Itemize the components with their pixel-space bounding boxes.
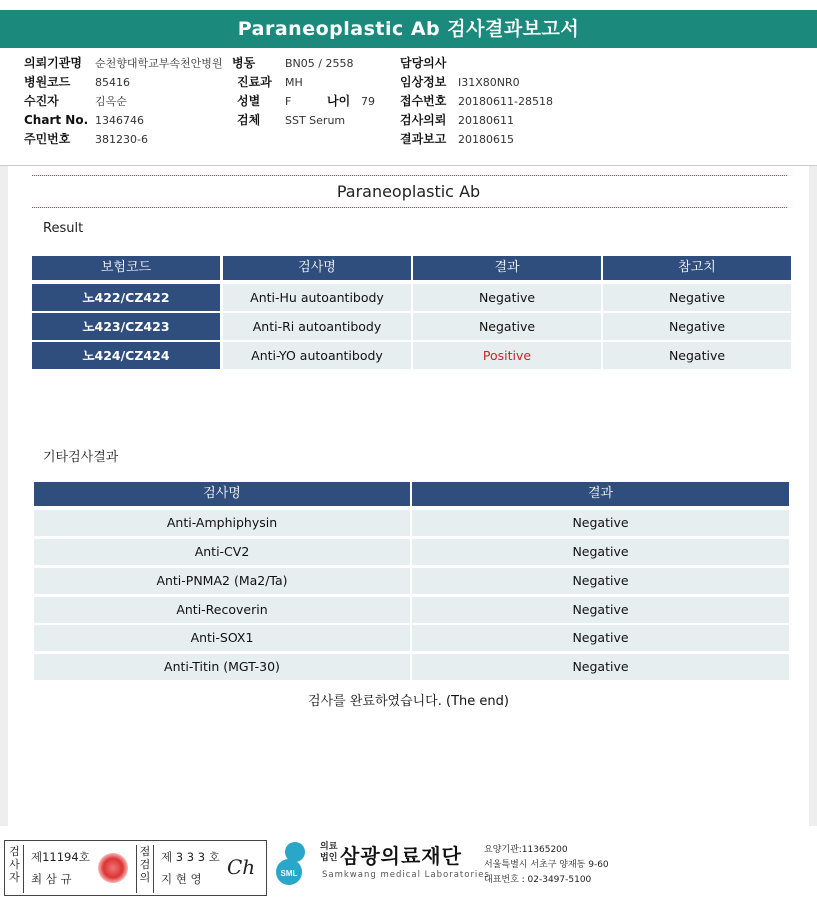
lab-phone: 대표번호 : 02-3497-5100 xyxy=(484,875,592,885)
ward-label: 병동 xyxy=(232,56,256,70)
report-value: 20180615 xyxy=(458,133,514,146)
lab-name: 삼광의료재단 xyxy=(340,844,462,868)
result-row-name: Anti-Ri autoantibody xyxy=(223,313,411,340)
signature-box xyxy=(4,840,267,896)
result-row-code: 노424/CZ424 xyxy=(32,342,220,369)
result-row-result: Negative xyxy=(413,284,601,311)
other-row-name: Anti-Amphiphysin xyxy=(34,510,410,536)
patient-label: 수진자 xyxy=(24,94,59,108)
specimen-label: 검체 xyxy=(237,113,261,127)
other-results-label: 기타검사결과 xyxy=(43,450,119,465)
patient-info xyxy=(0,52,817,166)
other-row-name: Anti-SOX1 xyxy=(34,625,410,651)
end-note: 검사를 완료하였습니다. (The end) xyxy=(308,694,509,709)
other-row-result: Negative xyxy=(412,539,789,565)
result-label: Result xyxy=(43,221,84,236)
specimen-value: SST Serum xyxy=(285,114,346,127)
reviewer-number: 제 3 3 3 호 xyxy=(161,850,220,864)
clinical-value: I31X80NR0 xyxy=(458,76,520,89)
result-row-code: 노423/CZ423 xyxy=(32,313,220,340)
result-header-result: 결과 xyxy=(413,256,601,280)
other-row-name: Anti-Recoverin xyxy=(34,597,410,623)
result-row-code: 노422/CZ422 xyxy=(32,284,220,311)
dept-value: MH xyxy=(285,76,303,89)
signature: Ch xyxy=(227,855,256,879)
hospital-code-label: 병원코드 xyxy=(24,75,71,89)
seal-stamp xyxy=(98,853,128,883)
sml-logo-icon xyxy=(274,840,314,888)
result-row-result-positive: Positive xyxy=(413,342,601,369)
id-value: 381230-6 xyxy=(95,133,148,146)
report-label: 결과보고 xyxy=(400,132,447,146)
patient-value: 김옥순 xyxy=(95,95,127,108)
age-value: 79 xyxy=(361,95,375,108)
other-row-result: Negative xyxy=(412,568,789,594)
result-row-name: Anti-YO autoantibody xyxy=(223,342,411,369)
footer xyxy=(0,836,817,904)
examiner-name: 최 삼 규 xyxy=(31,872,72,886)
examiner-label: 검사자 xyxy=(6,845,24,893)
sex-value: F xyxy=(285,95,292,108)
sex-label: 성별 xyxy=(237,94,261,108)
result-row-name: Anti-Hu autoantibody xyxy=(223,284,411,311)
result-header-code: 보험코드 xyxy=(32,256,220,280)
dept-label: 진료과 xyxy=(237,75,272,89)
other-header-name: 검사명 xyxy=(34,482,410,506)
other-row-result: Negative xyxy=(412,654,789,680)
clinical-label: 임상정보 xyxy=(400,75,447,89)
section-title: Paraneoplastic Ab xyxy=(336,182,481,201)
institution-label: 의뢰기관명 xyxy=(24,56,82,70)
result-row-reference: Negative xyxy=(603,313,791,340)
report-title: Paraneoplastic Ab 검사결과보고서 xyxy=(0,10,817,48)
result-row-reference: Negative xyxy=(603,342,791,369)
institution-value: 순천향대학교부속천안병원 xyxy=(95,57,223,70)
reviewer-name: 지 현 영 xyxy=(161,872,202,886)
other-row-result: Negative xyxy=(412,510,789,536)
chart-label: Chart No. xyxy=(24,113,89,127)
lab-address: 서울특별시 서초구 양재동 9-60 xyxy=(484,860,609,870)
lab-prefix-2: 법인 xyxy=(320,853,338,863)
reviewer-label: 점검의 xyxy=(136,845,154,893)
other-header-result: 결과 xyxy=(412,482,789,506)
other-row-result: Negative xyxy=(412,625,789,651)
other-row-name: Anti-PNMA2 (Ma2/Ta) xyxy=(34,568,410,594)
other-row-name: Anti-Titin (MGT-30) xyxy=(34,654,410,680)
request-label: 검사의뢰 xyxy=(400,113,447,127)
lab-org-code: 요양기관:11365200 xyxy=(484,845,568,855)
ward-value: BN05 / 2558 xyxy=(285,57,354,70)
divider-bottom xyxy=(32,207,787,208)
sml-logo-text: SML xyxy=(280,869,298,878)
result-row-result: Negative xyxy=(413,313,601,340)
doctor-label: 담당의사 xyxy=(400,56,447,70)
result-header-name: 검사명 xyxy=(223,256,411,280)
result-header-reference: 참고치 xyxy=(603,256,791,280)
examiner-number: 제11194호 xyxy=(31,850,90,864)
divider-top xyxy=(32,175,787,176)
receipt-value: 20180611-28518 xyxy=(458,95,553,108)
lab-english-name: Samkwang medical Laboratories xyxy=(322,870,490,880)
receipt-label: 접수번호 xyxy=(400,94,447,108)
other-row-result: Negative xyxy=(412,597,789,623)
result-row-reference: Negative xyxy=(603,284,791,311)
hospital-code-value: 85416 xyxy=(95,76,130,89)
age-label: 나이 xyxy=(327,94,351,108)
request-value: 20180611 xyxy=(458,114,514,127)
lab-prefix-1: 의료 xyxy=(320,842,338,852)
chart-value: 1346746 xyxy=(95,114,144,127)
other-row-name: Anti-CV2 xyxy=(34,539,410,565)
id-label: 주민번호 xyxy=(24,132,71,146)
